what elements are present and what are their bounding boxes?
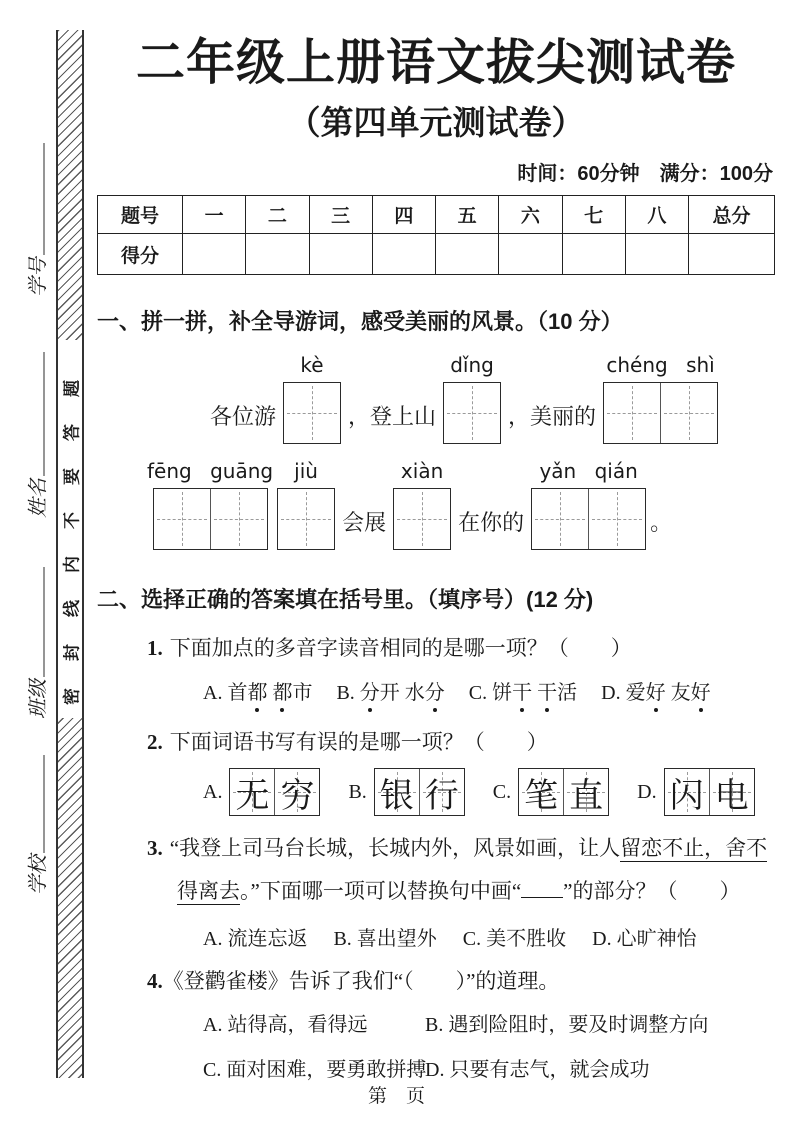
underlined-phrase: 留恋不止，舍不: [620, 836, 768, 861]
option-text: B.: [336, 681, 360, 704]
character-cell: [394, 489, 450, 549]
option-label: A.: [203, 780, 223, 803]
score-table-cell: 八: [625, 196, 688, 234]
pinyin-box-group: [283, 353, 341, 444]
seal-line-band: [56, 30, 84, 1078]
character-cell: [709, 769, 754, 815]
fill-text: ，美丽的: [508, 404, 597, 430]
option-text: C. 饼: [468, 681, 513, 704]
section-one-heading: 一、拼一拼，补全导游词，感受美丽的风景。（10 分）: [97, 309, 623, 335]
paper-content: [97, 30, 775, 1082]
score-table-cell: 七: [562, 196, 625, 234]
pinyin-box-group: [393, 459, 451, 550]
score-blank-cell: [309, 234, 372, 275]
option-a: A. 流连忘返: [203, 927, 308, 950]
score-table-cell: 三: [309, 196, 372, 234]
question-number: 1.: [147, 636, 163, 661]
question-number: 2.: [147, 729, 163, 754]
fill-text: 各位游: [210, 404, 277, 430]
option-c: [469, 676, 577, 705]
question-text: ”的部分？（ ）: [563, 879, 741, 904]
school-label: [22, 755, 51, 895]
character-box: [153, 488, 268, 550]
paper-subtitle: （第四单元测试卷）: [287, 104, 585, 142]
student-id-blank-line: [39, 143, 45, 255]
dotted-character: 都: [247, 676, 267, 705]
character-cell: [588, 489, 645, 549]
option-c: [493, 768, 609, 816]
question-text: 。”下面哪一项可以替换句中画“: [240, 879, 522, 904]
handwritten-character: 穷: [280, 777, 315, 815]
score-table-cell: 六: [499, 196, 562, 234]
character-box: [531, 488, 646, 550]
option-text: 开 水: [379, 681, 425, 704]
seal-text-window: [58, 340, 82, 718]
option-b: [336, 676, 444, 705]
option-d: D. 只要有志气，就会成功: [425, 1059, 650, 1082]
score-blank-cell: [625, 234, 688, 275]
handwritten-character: 行: [424, 777, 459, 815]
dotted-character: 分: [425, 676, 445, 705]
score-table-cell-question-no: 题号: [98, 196, 183, 234]
class-blank-line: [39, 567, 45, 677]
dotted-character: 干: [512, 676, 532, 705]
question-4: [97, 967, 775, 995]
pinyin-label: kè: [300, 353, 324, 378]
question-text: 下面加点的多音字读音相同的是哪一项？（ ）: [169, 636, 632, 661]
question-number: 4.: [147, 968, 163, 993]
fill-text: 。: [650, 510, 673, 536]
character-cell: [660, 383, 717, 443]
option-label: D.: [637, 780, 657, 803]
pinyin-box-group: [603, 353, 718, 444]
option-text: D. 爱: [601, 681, 646, 704]
character-box: [393, 488, 451, 550]
question-4-options-row-1: [97, 1008, 775, 1037]
question-text: 《登鹳雀楼》告诉了我们“（ ）”的道理。: [162, 968, 560, 993]
option-text: 友: [665, 681, 691, 704]
school-blank-line: [39, 755, 45, 853]
handwritten-character: 闪: [669, 777, 704, 815]
student-name-blank-line: [39, 352, 45, 476]
pinyin-box-group: [147, 459, 273, 550]
student-name-label: [22, 352, 51, 518]
option-text: A. 首: [203, 681, 248, 704]
question-2: [97, 728, 775, 756]
character-cell: [563, 769, 608, 815]
fill-text: 在你的: [458, 510, 525, 536]
score-blank-cell: [183, 234, 246, 275]
question-2-options: [97, 768, 775, 816]
question-text: “我登上司马台长城，长城内外，风景如画，让人: [169, 836, 621, 861]
pinyin-fill-line-1: [97, 353, 775, 444]
student-id-text: 学号: [27, 257, 50, 297]
class-label: [22, 567, 51, 719]
question-1: [97, 634, 775, 662]
character-box: [283, 382, 341, 444]
word-box: [374, 768, 465, 816]
seal-line-text: 密封线内不要答题: [62, 353, 82, 705]
option-d: D. 心旷神怡: [592, 927, 697, 950]
pinyin-box-group: [531, 459, 646, 550]
handwritten-character: 无: [235, 777, 270, 815]
score-blank-cell: [246, 234, 309, 275]
question-1-options: [97, 676, 775, 705]
character-box: [277, 488, 335, 550]
fill-text: ，登上山: [348, 404, 437, 430]
pinyin-label: xiàn: [400, 459, 444, 484]
option-a: [203, 676, 312, 705]
pinyin-label: dǐng: [450, 353, 494, 378]
score-table-cell: 二: [246, 196, 309, 234]
handwritten-character: 银: [379, 777, 414, 815]
option-d: [601, 676, 710, 705]
underlined-phrase: 得离去: [177, 879, 240, 904]
character-cell: [519, 769, 563, 815]
option-b: B. 遇到险阻时，要及时调整方向: [425, 1014, 709, 1037]
character-cell: [665, 769, 709, 815]
paper-title: 二年级上册语文拔尖测试卷: [135, 36, 736, 90]
character-cell: [274, 769, 319, 815]
option-text: 市: [292, 681, 313, 704]
character-cell: [419, 769, 464, 815]
score-table-cell: 四: [372, 196, 435, 234]
handwritten-character: 直: [569, 777, 604, 815]
character-box: [603, 382, 718, 444]
pinyin-fill-line-2: [97, 459, 775, 550]
option-c: C. 面对困难，要勇敢拼搏: [203, 1059, 427, 1082]
character-cell: [230, 769, 274, 815]
student-id-label: [22, 143, 51, 297]
score-blank-cell: [689, 234, 775, 275]
score-table-header-row: [98, 196, 775, 234]
option-label: B.: [348, 780, 367, 803]
question-3-line-2: [97, 876, 775, 905]
pinyin-label: fēng guāng: [147, 459, 274, 484]
score-blank-cell: [499, 234, 562, 275]
word-box: [664, 768, 755, 816]
question-3-line-1: [97, 834, 775, 862]
pinyin-label: yǎn qián: [539, 459, 638, 484]
dotted-character: 都: [272, 676, 292, 705]
dotted-character: 好: [691, 676, 711, 705]
character-cell: [444, 383, 500, 443]
pinyin-label: chéng shì: [606, 353, 715, 378]
question-4-options-row-2: [97, 1053, 775, 1082]
character-cell: [375, 769, 419, 815]
option-label: C.: [492, 780, 512, 803]
character-cell: [210, 489, 267, 549]
time-score-info: 时间：60分钟 满分：100分: [517, 163, 773, 186]
fill-text: 会展: [342, 510, 387, 536]
dotted-character: 干: [537, 676, 557, 705]
score-blank-cell: [562, 234, 625, 275]
character-cell: [278, 489, 334, 549]
option-b: [348, 768, 464, 816]
score-table-cell-total: 总分: [689, 196, 775, 234]
option-text: 活: [557, 681, 578, 704]
word-box: [518, 768, 609, 816]
score-row-label: 得分: [98, 234, 183, 275]
inline-blank-line: [521, 876, 563, 898]
pinyin-label: jiù: [294, 459, 318, 484]
class-text: 班级: [27, 679, 50, 719]
pinyin-box-group: [277, 459, 335, 550]
handwritten-character: 笔: [524, 777, 559, 815]
dotted-character: 好: [646, 676, 666, 705]
score-blank-cell: [436, 234, 499, 275]
option-a: [203, 768, 320, 816]
word-box: [229, 768, 320, 816]
option-c: C. 美不胜收: [462, 927, 567, 950]
score-table-cell: 五: [436, 196, 499, 234]
option-a: A. 站得高，看得远: [203, 1014, 368, 1037]
page-footer: 第 页: [367, 1086, 425, 1107]
question-number: 3.: [147, 836, 163, 861]
score-table-cell: 一: [183, 196, 246, 234]
character-cell: [284, 383, 340, 443]
question-3-options: [97, 922, 775, 951]
character-cell: [532, 489, 588, 549]
score-table: [97, 195, 775, 275]
character-box: [443, 382, 501, 444]
score-table-score-row: [98, 234, 775, 275]
character-cell: [604, 383, 660, 443]
score-blank-cell: [372, 234, 435, 275]
handwritten-character: 电: [714, 777, 749, 815]
dotted-character: 分: [360, 676, 380, 705]
option-b: B. 喜出望外: [333, 927, 437, 950]
character-cell: [154, 489, 210, 549]
student-name-text: 姓名: [27, 478, 50, 518]
option-d: [637, 768, 754, 816]
section-two-heading: 二、选择正确的答案填在括号里。（填序号）(12 分): [97, 587, 594, 613]
pinyin-box-group: [443, 353, 501, 444]
question-text: 下面词语书写有误的是哪一项？（ ）: [169, 729, 548, 754]
school-text: 学校: [27, 855, 50, 895]
